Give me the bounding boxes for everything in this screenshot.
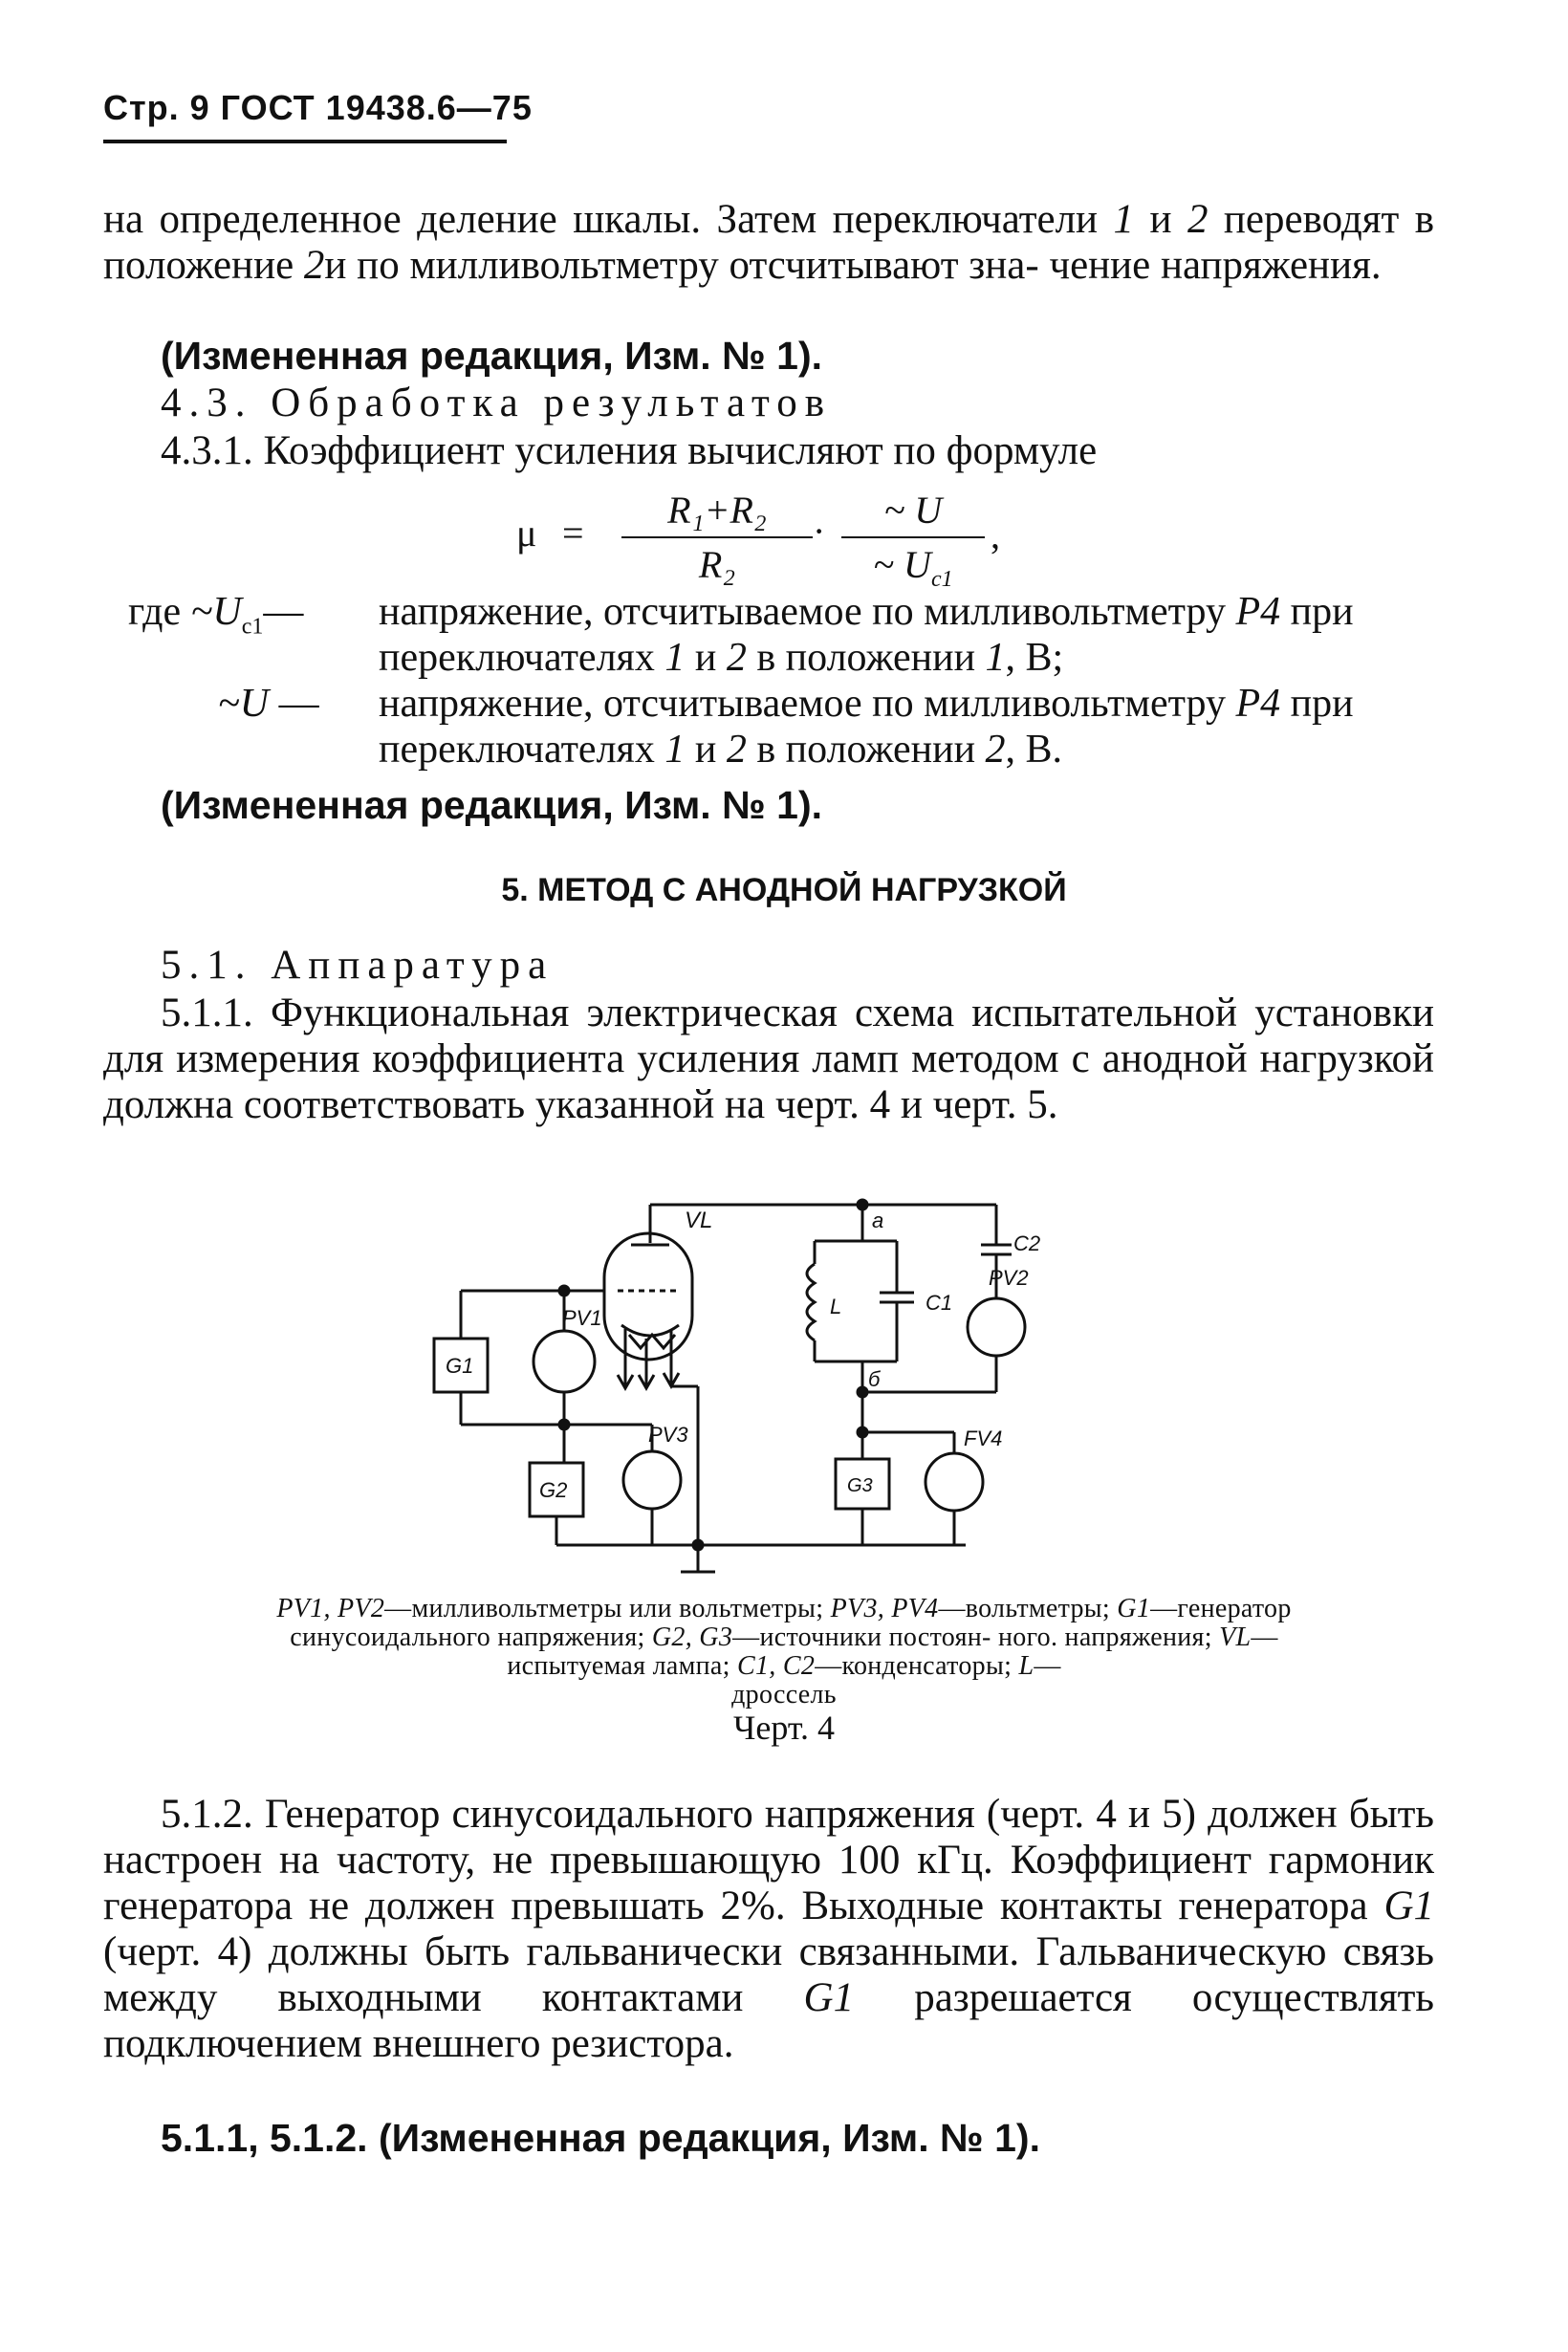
- label-g3: G3: [847, 1475, 873, 1496]
- g1-ref: G1: [803, 1975, 855, 2020]
- label-vl: VL: [685, 1208, 713, 1233]
- paragraph-intro: [103, 197, 1434, 289]
- item-4-3-1: 4.3.1. Коэффициент усиления вычисляют по формуле: [161, 428, 1098, 473]
- label-g1: G1: [446, 1354, 474, 1378]
- revision-note-3: 5.1.1, 5.1.2. (Измененная редакция, Изм. № 1).: [161, 2116, 1040, 2160]
- formula-comma: ,: [991, 513, 1000, 556]
- item-5-1-1: 5.1.1. Функциональная электрическая схема испытательной установки для измерения коэффициента усиления ламп методом с анодной нагрузкой должна соответствовать указанной на черт. 4 и черт. 5.: [103, 991, 1434, 1127]
- formula-equals: =: [562, 512, 584, 555]
- fraction-bar: [841, 536, 985, 538]
- figure-caption: Черт. 4: [733, 1709, 835, 1747]
- header-rule: [103, 140, 507, 143]
- label-l: L: [830, 1295, 842, 1318]
- intro-line-1: на определенное деление шкалы. Затем переключатели: [103, 197, 1099, 242]
- item-5-1-heading: 5.1. Аппаратура: [161, 943, 555, 988]
- formula-dot: ·: [813, 510, 826, 553]
- revision-note-2: (Измененная редакция, Изм. № 1).: [161, 783, 823, 827]
- formula-fraction-resistance: [621, 488, 813, 587]
- voltmeter-pv1: [534, 1331, 595, 1392]
- intro-line-3: чение напряжения.: [1049, 243, 1382, 288]
- revision-note-1: (Измененная редакция, Изм. № 1).: [161, 334, 823, 378]
- junction-dot: [559, 1286, 569, 1296]
- switch-number: 2: [1187, 197, 1209, 242]
- label-c1: C1: [926, 1291, 953, 1315]
- label-pv3: PV3: [648, 1423, 688, 1447]
- where-word: где: [128, 590, 182, 634]
- g1-ref: G1: [1383, 1884, 1434, 1928]
- formula-definitions: [103, 589, 1442, 773]
- label-pv2: PV2: [989, 1266, 1029, 1290]
- inductor-icon: [807, 1264, 815, 1340]
- page-header: Стр. 9 ГОСТ 19438.6—75: [103, 88, 533, 127]
- symbol-uc1: ~U: [190, 590, 242, 634]
- intro-line-2b: и по милливольтметру отсчитывают зна-: [324, 243, 1039, 288]
- conjunction: и: [1149, 197, 1172, 242]
- fraction-bar: [621, 536, 813, 538]
- formula-denominator-2: ~ $U_{c1}$: [873, 543, 953, 592]
- circuit-diagram: [402, 1186, 1041, 1587]
- formula-denominator-1: R₂: [698, 543, 736, 586]
- label-g2: G2: [539, 1478, 568, 1502]
- formula-mu: μ: [516, 512, 537, 555]
- label-c2: C2: [1013, 1231, 1041, 1255]
- definition-u: ~U — напряжение, отсчитываемое по милливольтметру P4 при переключателях 1 и 2 в положении 2, В.: [103, 681, 1442, 773]
- label-node-a: a: [872, 1209, 884, 1232]
- item-4-3-heading: 4.3. Обработка результатов: [161, 381, 832, 425]
- item-5-1-2: 5.1.2. Генератор синусоидального напряжения (черт. 4 и 5) должен быть настроен на частоту, не превышающую 100 кГц. Коэффициент гармоник генератора не должен превышать 2%. Выходные контакты генератора G1 (черт. 4) должны быть гальванически связанными. Гальваническую связь между выходными контактами G1 разрешается осуществлять подключением внешнего резистора.: [103, 1792, 1435, 2066]
- formula-numerator-1: R₁+R₂: [667, 489, 767, 532]
- switch-number: 1: [1113, 197, 1135, 242]
- label-node-b: б: [868, 1367, 881, 1391]
- voltmeter-pv2: [968, 1298, 1025, 1356]
- position-number: 2: [303, 243, 325, 288]
- label-pv1: PV1: [562, 1306, 602, 1330]
- label-fv4: FV4: [964, 1426, 1003, 1450]
- definition-u-text: напряжение, отсчитываемое по милливольтметру P4 при переключателях 1 и 2 в положении 2, В.: [379, 682, 1354, 772]
- voltmeter-pv3: [623, 1451, 681, 1509]
- figure-legend: PV1, PV2—милливольтметры или вольтметры; PV3, PV4—вольтметры; G1—генератор синусоидального напряжения; G2, G3—источники постоян- ного. напряжения; VL—испытуемая лампа; C1, C2—конденсаторы; L— дроссель: [276, 1594, 1292, 1710]
- tube-heater: [629, 1335, 675, 1348]
- gain-formula: [516, 488, 1013, 592]
- definition-uc1-text: напряжение, отсчитываемое по милливольтметру P4 при переключателях 1 и 2 в положении 1, В;: [379, 590, 1354, 680]
- formula-numerator-2: ~ U: [883, 489, 943, 532]
- section-heading-5: 5. МЕТОД С АНОДНОЙ НАГРУЗКОЙ: [501, 872, 1067, 908]
- formula-fraction-voltage: [841, 488, 985, 593]
- intro-line-2a: переводят в положение: [103, 197, 1435, 288]
- voltmeter-fv4: [926, 1453, 983, 1511]
- definition-uc1: где $\sim U_{c1}—$ напряжение, отсчитываемое по милливольтметру P4 при переключателях 1 и 2 в положении 1, В;: [103, 589, 1442, 681]
- symbol-u: ~U: [218, 682, 270, 726]
